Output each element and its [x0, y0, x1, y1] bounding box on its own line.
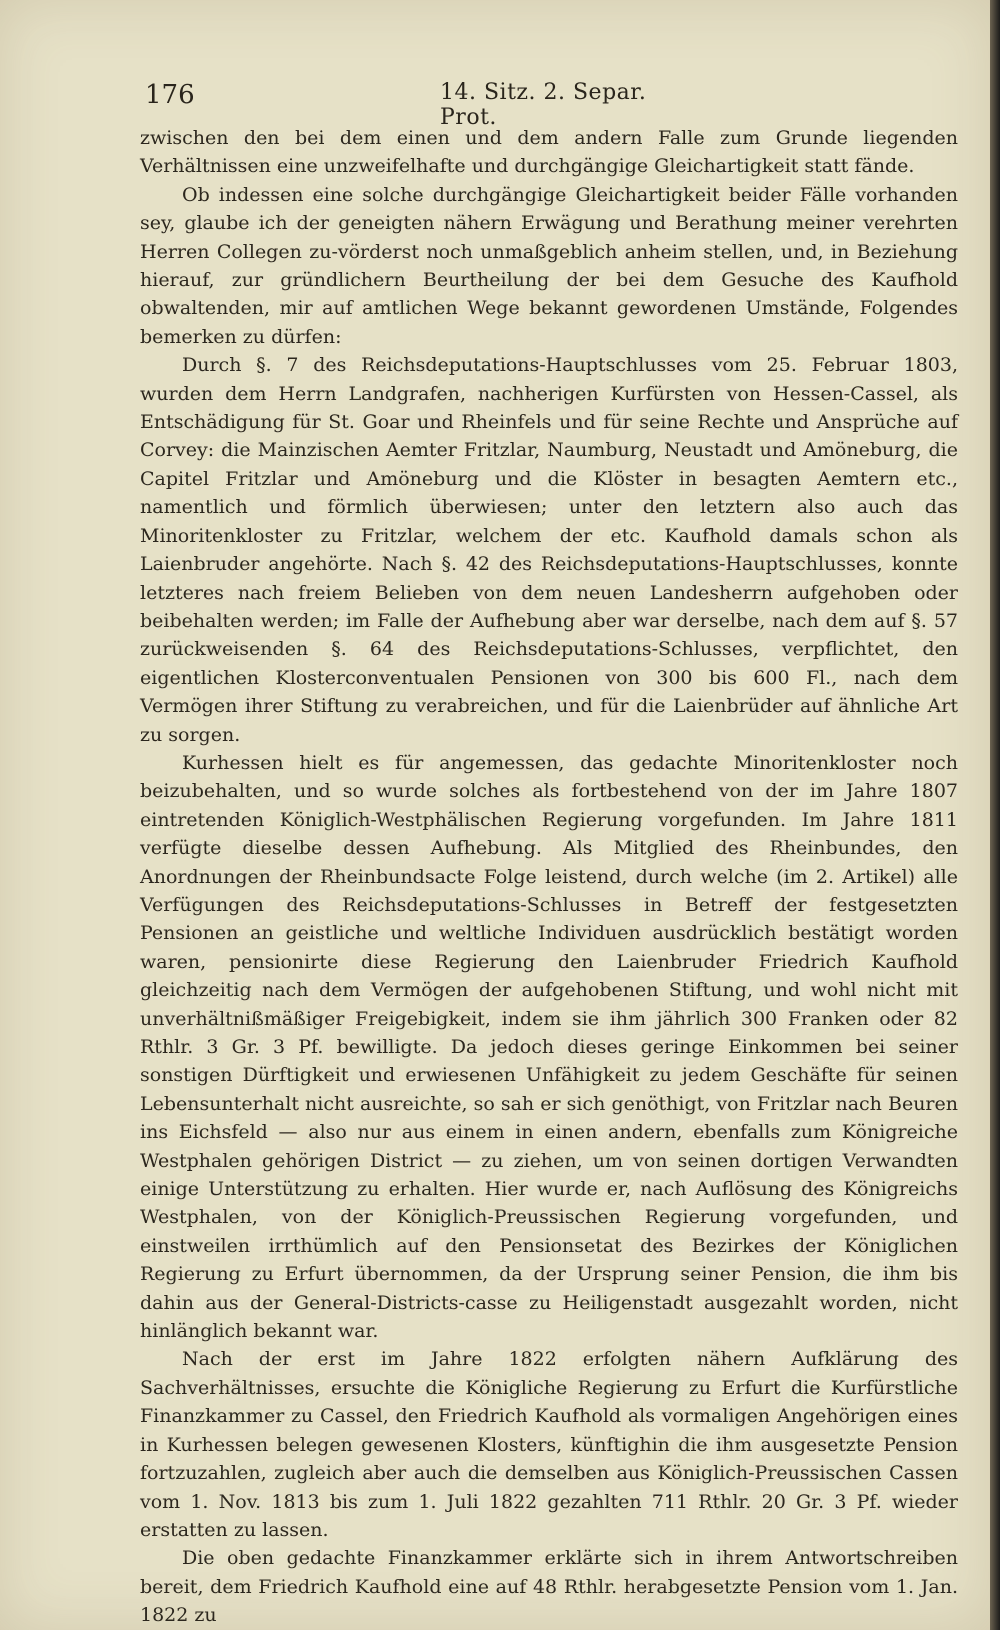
book-gutter-edge: [990, 0, 1000, 1630]
paragraph-continuation: zwischen den bei dem einen und dem andern Falle zum Grunde liegenden Verhältnissen eine unzweifelhafte und durchgängige Gleichartigkeit statt fände.: [140, 127, 958, 178]
body-text: [140, 124, 958, 1630]
paragraph: Kurhessen hielt es für angemessen, das gedachte Minoritenkloster noch beizubehalten, und so wurde solches als fortbestehend von der im Jahre 1807 eintretenden Königlich-Westphälischen Regierung vorgefunden. Im Jahre 1811 verfügte dieselbe dessen Aufhebung. Als Mitglied des Rheinbundes, den Anordnungen der Rheinbundsacte Folge leistend, durch welche (im 2. Artikel) alle Verfügungen des Reichsdeputations-Schlusses in Betreff der festgesetzten Pensionen an geistliche und weltliche Individuen ausdrücklich bestätigt worden waren, pensionirte diese Regierung den Laienbruder Friedrich Kaufhold gleichzeitig nach dem Vermögen der aufgehobenen Stiftung, und wohl nicht mit unverhältnißmäßiger Freigebigkeit, indem sie ihm jährlich 300 Franken oder 82 Rthlr. 3 Gr. 3 Pf. bewilligte. Da jedoch dieses geringe Einkommen bei seiner sonstigen Dürftigkeit und erwiesenen Unfähigkeit zu jedem Geschäfte für seinen Lebensunterhalt nicht ausreichte, so sah er sich genöthigt, von Fritzlar nach Beuren ins Eichsfeld — also nur aus einem in einen andern, ebenfalls zum Königreiche Westphalen gehörigen District — zu ziehen, um von seinen dortigen Verwandten einige Unterstützung zu erhalten. Hier wurde er, nach Auflösung des Königreichs Westphalen, von der Königlich-Preussischen Regierung vorgefunden, und einstweilen irrthümlich auf den Pensionsetat des Bezirkes der Königlichen Regierung zu Erfurt übernommen, da der Ursprung seiner Pension, die ihm bis dahin aus der General-Districts-casse zu Heiligenstadt ausgezahlt worden, nicht hinlänglich bekannt war.: [140, 751, 958, 1343]
paragraph: Die oben gedachte Finanzkammer erklärte sich in ihrem Antwortschreiben bereit, dem Friedrich Kaufhold eine auf 48 Rthlr. herabgesetzte Pension vom 1. Jan. 1822 zu: [140, 1547, 958, 1627]
paragraph: Nach der erst im Jahre 1822 erfolgten nähern Aufklärung des Sachverhältnisses, ersuchte die Königliche Regierung zu Erfurt die Kurfürstliche Finanzkammer zu Cassel, den Friedrich Kaufhold als vormaligen Angehörigen eines in Kurhessen belegen gewesenen Klosters, künftighin die ihm ausgesetzte Pension fortzuzahlen, zugleich aber auch die demselben aus Königlich-Preussischen Cassen vom 1. Nov. 1813 bis zum 1. Juli 1822 gezahlten 711 Rthlr. 20 Gr. 3 Pf. wieder erstatten zu lassen.: [140, 1348, 958, 1541]
paragraph: Durch §. 7 des Reichsdeputations-Hauptschlusses vom 25. Februar 1803, wurden dem Herrn Landgrafen, nachherigen Kurfürsten von Hessen-Cassel, als Entschädigung für St. Goar und Rheinfels und für seine Rechte und Ansprüche auf Corvey: die Mainzischen Aemter Fritzlar, Naumburg, Neustadt und Amöneburg, die Capitel Fritzlar und Amöneburg und die Klöster in besagten Aemtern etc., namentlich und förmlich überwiesen; unter den letztern also auch das Minoritenkloster zu Fritzlar, welchem der etc. Kaufhold damals schon als Laienbruder angehörte. Nach §. 42 des Reichsdeputations-Hauptschlusses, konnte letzteres nach freiem Belieben von dem neuen Landesherrn aufgehoben oder beibehalten werden; im Falle der Aufhebung aber war derselbe, nach dem auf §. 57 zurückweisenden §. 64 des Reichsdeputations-Schlusses, verpflichtet, den eigentlichen Klosterconventualen Pensionen von 300 bis 600 Fl., nach dem Vermögen ihrer Stiftung zu verabreichen, und für die Laienbrüder auf ähnliche Art zu sorgen.: [140, 354, 958, 746]
page-number: 176: [145, 80, 195, 110]
page-header: [145, 80, 675, 130]
running-head: 14. Sitz. 2. Separ. Prot.: [440, 80, 647, 130]
paragraph: Ob indessen eine solche durchgängige Gleichartigkeit beider Fälle vorhanden sey, glaube ich der geneigten nähern Erwägung und Berathung meiner verehrten Herren Collegen zu-vörderst noch unmaßgeblich anheim stellen, und, in Beziehung hierauf, zur gründlichern Beurtheilung der bei dem Gesuche des Kaufhold obwaltenden, mir auf amtlichen Wege bekannt gewordenen Umstände, Folgendes bemerken zu dürfen:: [140, 183, 958, 348]
